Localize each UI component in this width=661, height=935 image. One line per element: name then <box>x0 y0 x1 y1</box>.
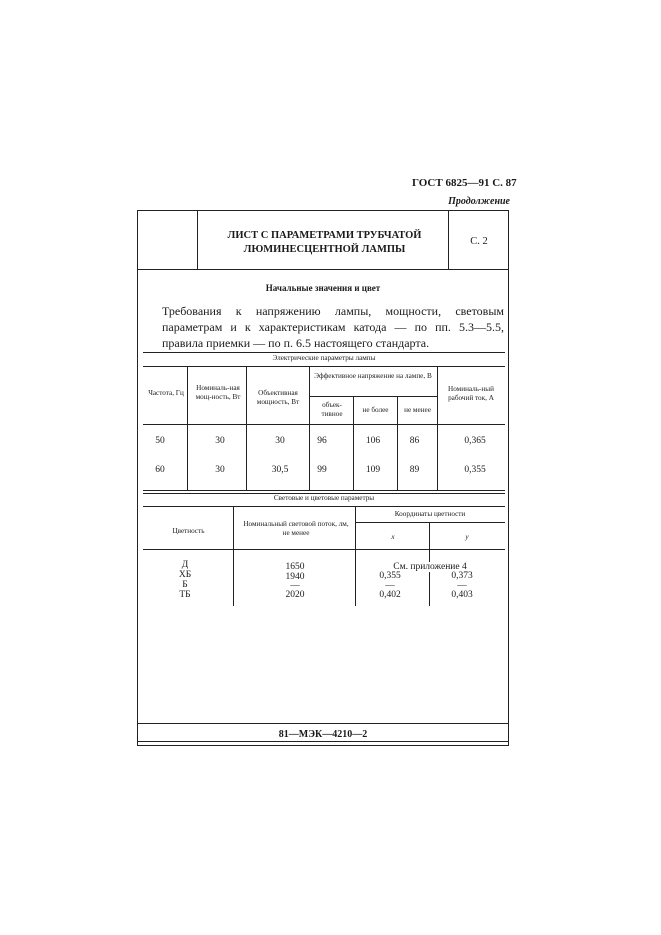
coords-group-line <box>355 522 505 523</box>
col-y: y <box>465 533 469 541</box>
elec-header-bottom-line <box>143 424 505 425</box>
row2-frequency: 60 <box>155 465 165 475</box>
row2-voltage-max: 109 <box>365 465 381 475</box>
col-objective-power: Объективная мощность, Вт <box>256 389 300 406</box>
light-header-bottom-line <box>143 549 505 550</box>
document-code: 81—МЭК—4210—2 <box>278 729 368 740</box>
color-tb: ТБ <box>179 590 191 600</box>
row1-current: 0,365 <box>464 436 486 446</box>
row1-voltage-max: 106 <box>365 436 381 446</box>
col-coords: Координаты цветности <box>394 510 466 518</box>
elec-col-line-2 <box>246 366 247 490</box>
electrical-title-line <box>143 366 505 367</box>
row1-objective-power: 30 <box>275 436 285 446</box>
voltage-group-line <box>309 396 437 397</box>
electrical-table-title: Электрические параметры лампы <box>272 354 376 362</box>
light-table-title: Световые и цветовые параметры <box>273 494 375 502</box>
x-tb: 0,402 <box>379 590 401 600</box>
footer-line-1 <box>138 723 508 724</box>
col-frequency: Частота, Гц <box>148 389 184 397</box>
y-b: — <box>457 581 467 591</box>
elec-col-line-6 <box>437 366 438 490</box>
row1-voltage-objective: 96 <box>317 436 327 446</box>
elec-col-line-1 <box>187 366 188 490</box>
title-bottom-line <box>138 269 508 270</box>
row2-voltage-min: 89 <box>409 465 420 475</box>
row2-nominal-power: 30 <box>215 465 225 475</box>
flux-khb: 1940 <box>285 572 305 582</box>
light-title-line <box>143 506 505 507</box>
row2-objective-power: 30,5 <box>271 465 289 475</box>
section-title: Начальные значения и цвет <box>265 283 381 293</box>
sheet-page-number: С. 2 <box>470 236 488 247</box>
appendix-note: См. приложение 4 <box>358 562 502 572</box>
footer-line-2 <box>138 741 508 742</box>
y-tb: 0,403 <box>451 590 473 600</box>
gost-reference: ГОСТ 6825—91 С. 87 <box>412 177 517 189</box>
elec-col-line-4 <box>353 396 354 490</box>
row2-current: 0,355 <box>464 465 486 475</box>
row1-frequency: 50 <box>155 436 165 446</box>
x-b: — <box>385 581 395 591</box>
x-khb: 0,355 <box>379 571 401 581</box>
flux-tb: 2020 <box>285 590 305 600</box>
color-khb: ХБ <box>178 570 192 580</box>
col-current: Номиналь-ный рабочий ток, А <box>448 385 494 402</box>
color-b: Б <box>182 580 188 590</box>
continuation-label: Продолжение <box>448 196 510 207</box>
y-khb: 0,373 <box>451 571 473 581</box>
row2-voltage-objective: 99 <box>317 465 327 475</box>
col-voltage-min: не менее <box>404 406 431 414</box>
col-flux: Номинальный световой поток, лм, не менее <box>243 520 349 537</box>
col-voltage-group: Эффективное напряжение на лампе, В <box>314 372 432 380</box>
sheet-title <box>200 229 449 257</box>
color-d: Д <box>181 560 189 570</box>
title-divider-left <box>197 211 198 270</box>
sheet-title-line2: ЛЮМИНЕСЦЕНТНОЙ ЛАМПЫ <box>243 244 406 255</box>
requirements-paragraph: Требования к напряжению лампы, мощности, световым параметрам и к характеристикам катода — по пп. 5.3—5.5, правила приемки — по п. 6.5 настоящего стандарта. <box>162 304 504 350</box>
sheet-title-line1: ЛИСТ С ПАРАМЕТРАМИ ТРУБЧАТОЙ <box>227 230 422 241</box>
light-col-line-2 <box>355 506 356 606</box>
elec-col-line-5 <box>397 396 398 490</box>
col-color: Цветность <box>172 527 205 535</box>
elec-col-line-3 <box>309 366 310 490</box>
electrical-top-line <box>143 352 505 353</box>
col-x: x <box>391 533 395 541</box>
flux-d: 1650 <box>285 562 305 572</box>
light-col-line-1 <box>233 506 234 606</box>
col-voltage-objective: объек-тивное <box>321 401 343 418</box>
col-voltage-max: не более <box>362 406 389 414</box>
col-nominal-power: Номиналь-ная мощ-ность, Вт <box>195 384 241 401</box>
row1-nominal-power: 30 <box>215 436 225 446</box>
flux-b: — <box>290 581 300 591</box>
row1-voltage-min: 86 <box>409 436 420 446</box>
elec-table-bottom-line <box>143 490 505 491</box>
